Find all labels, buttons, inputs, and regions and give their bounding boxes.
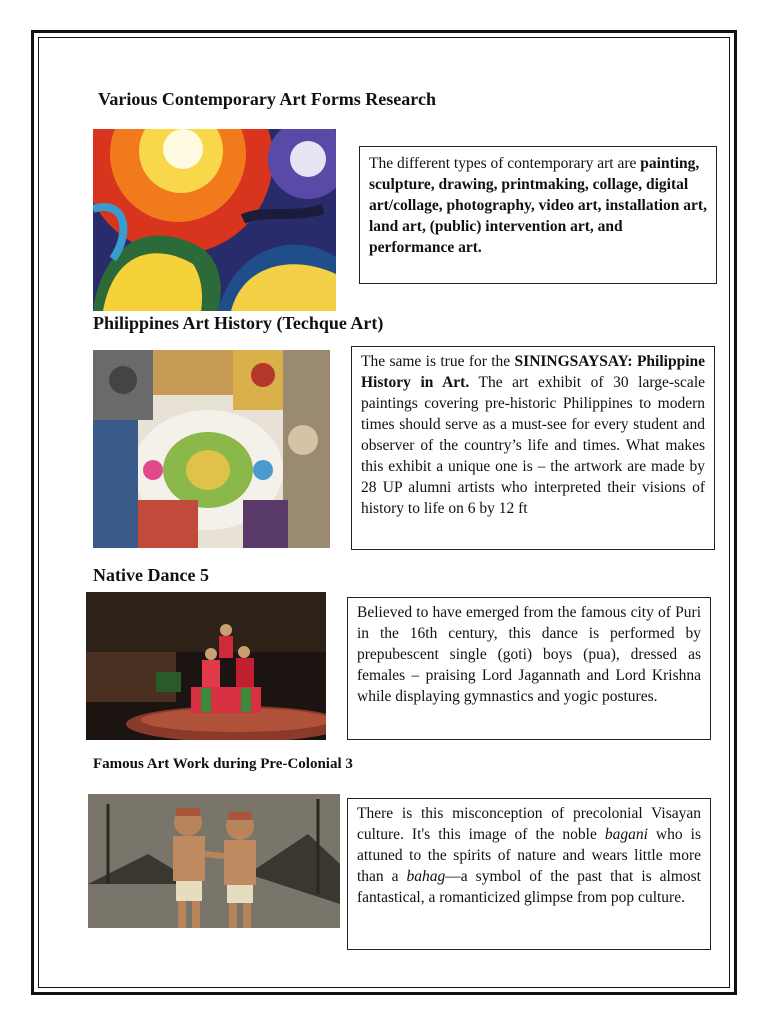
heading-contemporary-art-forms: Various Contemporary Art Forms Research: [98, 89, 436, 109]
native-dance-description: Believed to have emerged from the famous city of Puri in the 16th century, this dance is performed by prepubescent single (goti) boys (pua), dressed as females – praising Lord Jagannath and Lord Krishna while displaying gymnastics and yogic postures.: [357, 604, 701, 705]
heading-precolonial-art-work: Famous Art Work during Pre-Colonial 3: [93, 756, 353, 772]
heading-philippines-art-history: Philippines Art History (Techque Art): [93, 313, 384, 333]
precolonial-italic-bagani: bagani: [604, 826, 648, 843]
precolonial-text-c: —a symbol of the past that is almost fantastical, a romanticized glimpse from pop culture.: [357, 868, 701, 906]
siningsaysay-title: SININGSAYSAY: Philippine History in Art.: [361, 353, 705, 391]
heading-native-dance: Native Dance 5: [93, 565, 209, 585]
contemporary-art-types: painting, sculpture, drawing, printmaking, collage, digital art/collage, photography, video art, installation art, land art, (public) intervention art, and performance art.: [369, 155, 707, 256]
text-box-native-dance: [347, 597, 711, 740]
image-siningsaysay-collage: [93, 350, 330, 548]
text-box-precolonial-art: [347, 798, 711, 950]
precolonial-text-b: who is attuned to the spirits of nature and wears little more than a: [357, 826, 701, 885]
precolonial-text-a: There is this misconception of precolonial Visayan culture. It's this image of the noble: [357, 805, 701, 843]
precolonial-italic-bahag: bahag: [406, 868, 446, 885]
image-gotipua-dance: [86, 592, 326, 740]
siningsaysay-pre: The same is true for the: [361, 353, 515, 370]
contemporary-art-intro: The different types of contemporary art are: [369, 155, 641, 172]
siningsaysay-post: The art exhibit of 30 large-scale paintings covering pre-historic Philippines to modern times should serve as a must-see for every student and observer of the country’s life and times. What makes this exhibit a unique one is – the artwork are made by 28 UP alumni artists who interpreted their visions of history to life on 6 by 12 ft: [361, 374, 706, 517]
image-visayan-warriors: [88, 794, 340, 928]
image-abstract-painting: [93, 129, 336, 311]
text-box-contemporary-art: [359, 146, 717, 284]
text-box-philippines-art-history: [351, 346, 715, 550]
